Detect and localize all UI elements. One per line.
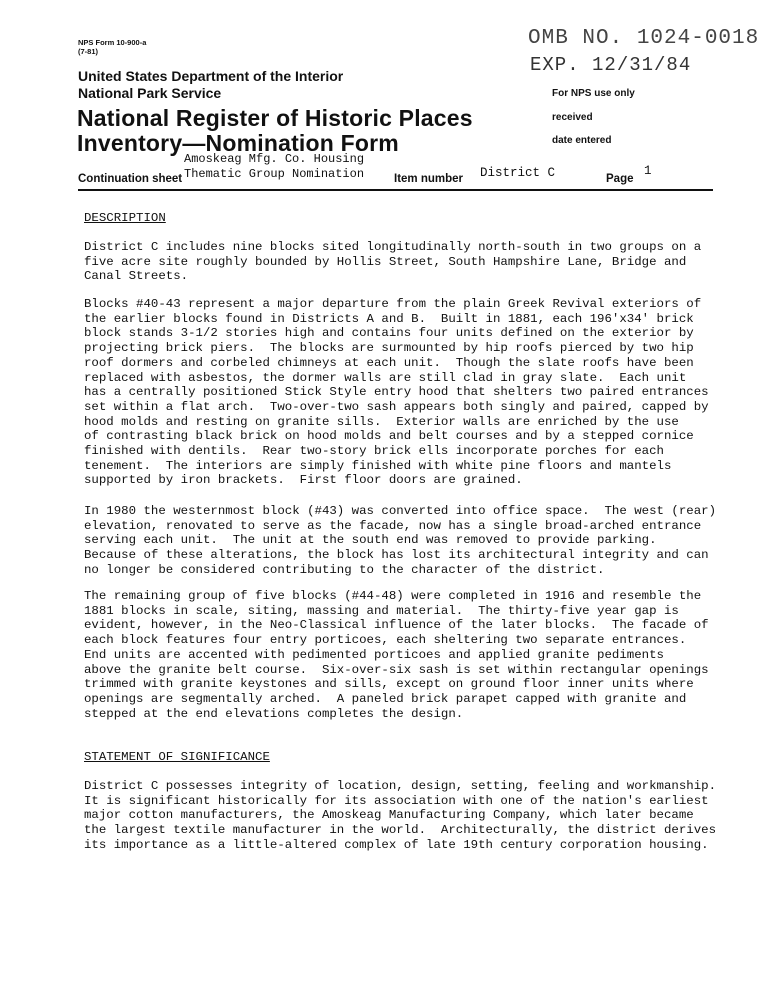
form-date-text: (7-81) [78,47,99,56]
omb-stamp: OMB NO. 1024-0018 [528,27,760,50]
paragraph-1: District C includes nine blocks sited longitudinally north-south in two groups on a five acre site roughly bounded by Hollis Street, South Hampshire Lane, Bridge and Canal Streets. [84,240,702,284]
title-line-2: Inventory—Nomination Form [77,130,399,156]
header-rule [78,189,713,191]
item-number-value: District C [480,166,556,180]
page-label: Page [606,173,634,185]
form-number-text: NPS Form 10-900-a [78,38,147,47]
date-entered-label: date entered [552,135,612,146]
description-heading: DESCRIPTION [84,211,166,225]
group-line-2: Thematic Group Nomination [184,167,365,181]
agency-block [78,68,343,102]
page-number: 1 [644,164,652,178]
nps-use-label: For NPS use only [552,88,635,99]
group-line-1: Amoskeag Mfg. Co. Housing [184,152,365,166]
paragraph-5: District C possesses integrity of location, design, setting, feeling and workmanship. It is significant historically for its association with one of the nation's earliest major cotton manufacturers, the Amoskeag Manufacturing Company, which later became the largest textile manufacturer in the world. Architecturally, the district derives its importance as a little-altered complex of late 19th century corporation housing. [84,779,717,852]
significance-heading: STATEMENT OF SIGNIFICANCE [84,750,270,764]
form-title [77,106,473,156]
paragraph-2: Blocks #40-43 represent a major departure from the plain Greek Revival exteriors of the earlier blocks found in Districts A and B. Built in 1881, each 196'x34' brick block stands 3-1/2 stories high and contains four units defined on the exterior by projecting brick piers. The blocks are surmounted by hip roofs pierced by two hip roof dormers and corbeled chimneys at each unit. Though the slate roofs have been replaced with asbestos, the dormer walls are still clad in gray slate. Each unit has a centrally positioned Stick Style entry hood that shelters two paired entrances set within a flat arch. Two-over-two sash appears both singly and paired, capped by hood molds and resting on granite sills. Exterior walls are enriched by the use of contrasting black brick on hood molds and belt courses and by a stepped cornice finished with dentils. Rear two-story brick ells incorporate porches for each tenement. The interiors are simply finished with white pine floors and mantels supported by iron brackets. First floor doors are grained. [84,297,709,488]
form-number [78,38,146,56]
item-number-label: Item number [394,173,464,185]
paragraph-3: In 1980 the westernmost block (#43) was converted into office space. The west (rear) elevation, renovated to serve as the facade, now has a single broad-arched entrance serving each unit. The unit at the south end was removed to provide parking. Because of these alterations, the block has lost its architectural integrity and can no longer be considered contributing to the character of the district. [84,504,717,577]
title-line-1: National Register of Historic Places [77,105,473,131]
paragraph-4: The remaining group of five blocks (#44-48) were completed in 1916 and resemble the 1881 blocks in scale, siting, massing and material. The thirty-five year gap is evident, however, in the Neo-Classical influence of the later blocks. The facade of each block features four entry porticoes, each sheltering two separate entrances. End units are accented with pedimented porticoes and applied granite pediments above the granite belt course. Six-over-six sash is set within rectangular openings trimmed with granite keystones and sills, except on ground floor inner units where openings are segmentally arched. A paneled brick parapet capped with granite and stepped at the end elevations completes the design. [84,589,709,721]
received-label: received [552,112,593,123]
thematic-group [184,152,364,182]
continuation-sheet-label: Continuation sheet [78,173,183,185]
department-name: United States Department of the Interior [78,68,344,84]
expiration-stamp: EXP. 12/31/84 [530,54,692,76]
service-name: National Park Service [78,85,222,101]
